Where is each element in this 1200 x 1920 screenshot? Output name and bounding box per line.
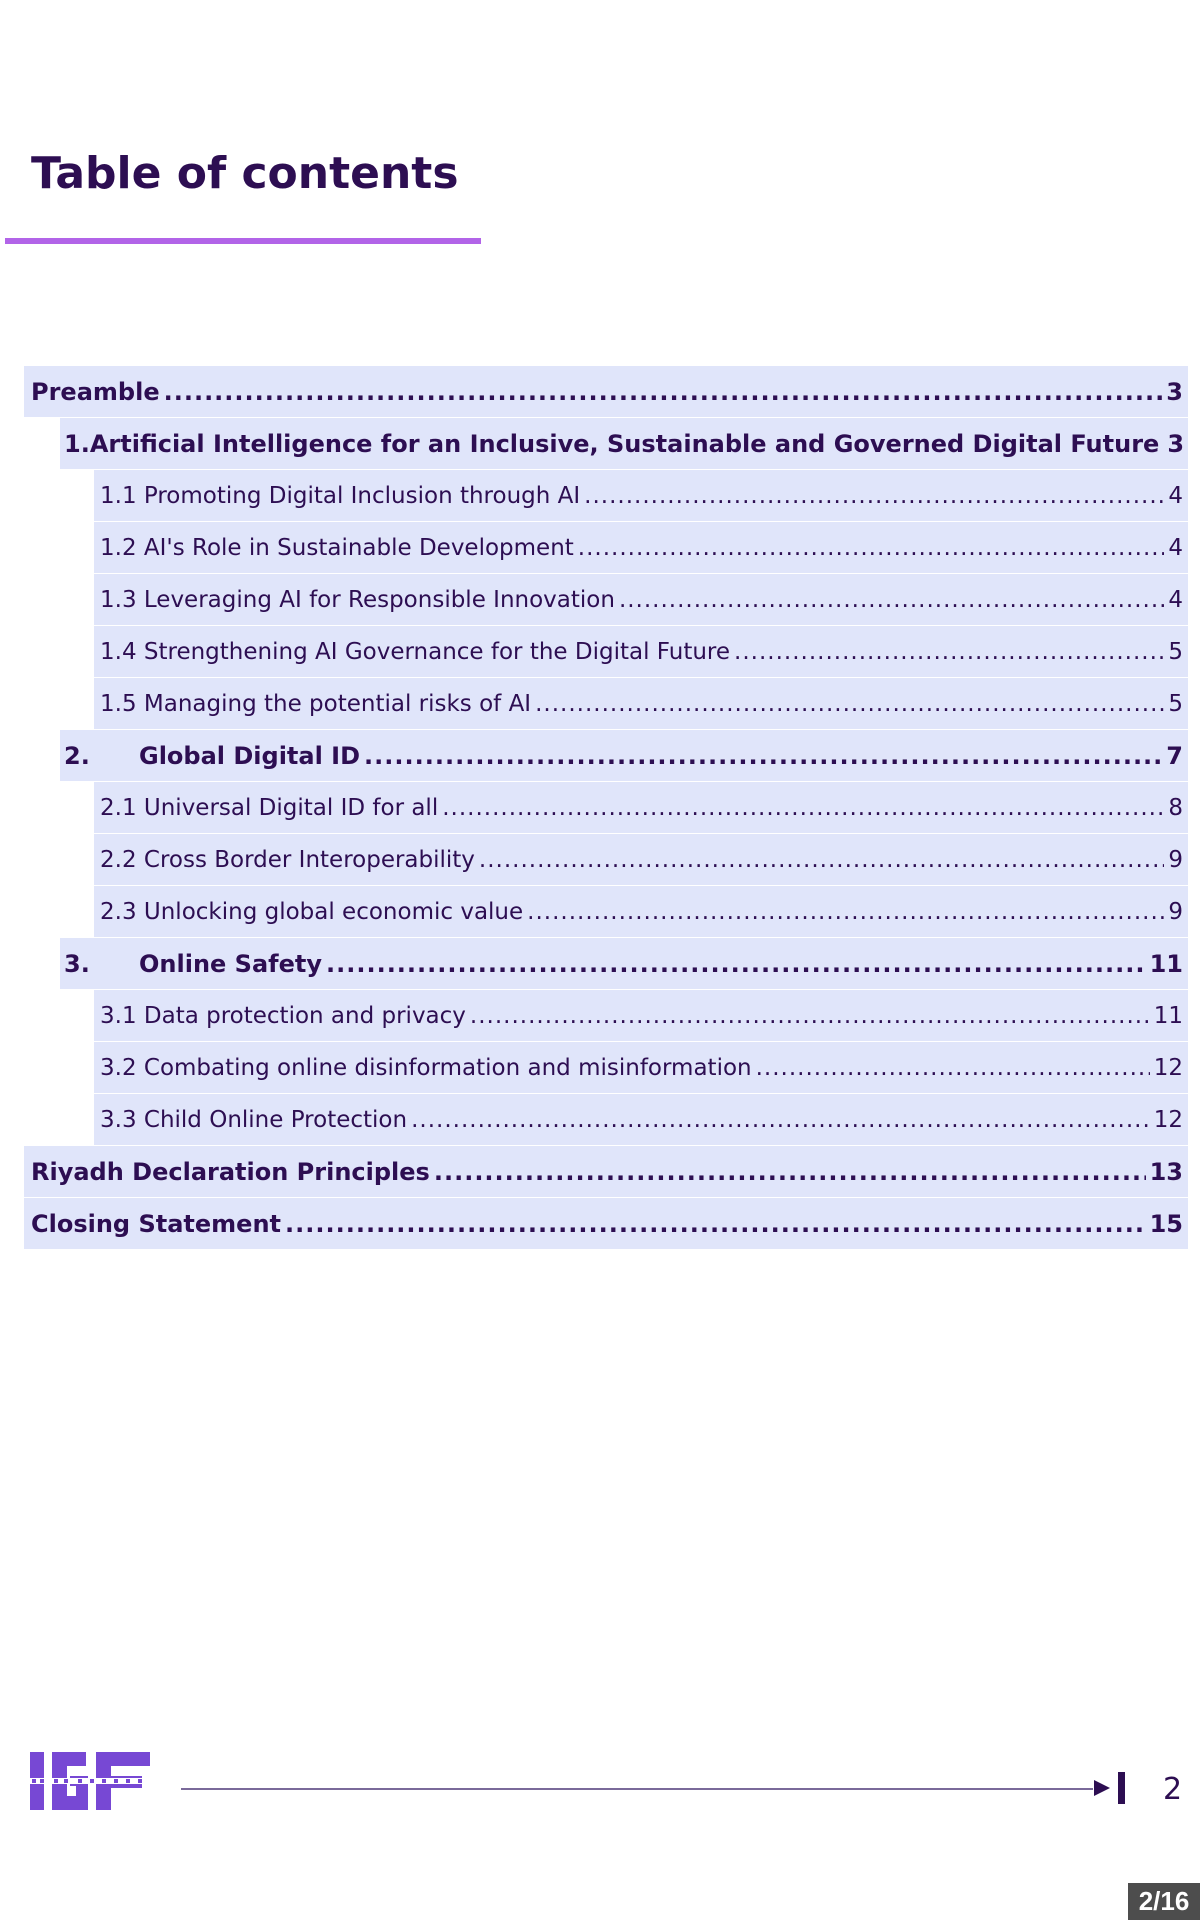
toc-entry-label: Preamble (31, 377, 160, 406)
toc-dot-leader (470, 1003, 1150, 1029)
toc-entry[interactable] (24, 678, 1188, 729)
toc-entry-label: 1.5 Managing the potential risks of AI (100, 690, 532, 717)
toc-dot-leader (756, 1055, 1150, 1081)
toc-dot-leader (434, 1158, 1146, 1186)
play-end-icon (1092, 1770, 1128, 1806)
toc-entry[interactable] (24, 1094, 1188, 1145)
toc-entry-page: 3 (1167, 429, 1185, 458)
toc-entry[interactable] (24, 522, 1188, 573)
toc-entry-page: 4 (1168, 482, 1183, 509)
toc-entry[interactable] (24, 1146, 1188, 1197)
toc-entry[interactable] (24, 990, 1188, 1041)
toc-entry-page: 15 (1149, 1209, 1183, 1238)
toc-dot-leader (535, 691, 1164, 717)
title-underline (5, 238, 481, 244)
toc-entry[interactable] (24, 886, 1188, 937)
toc-dot-leader (527, 899, 1164, 925)
toc-entry[interactable] (24, 1198, 1188, 1249)
toc-entry-page: 7 (1166, 741, 1183, 770)
page-title: Table of contents (31, 148, 459, 199)
toc-entry-page: 13 (1149, 1157, 1183, 1186)
toc-entry[interactable] (24, 834, 1188, 885)
toc-entry-label: Global Digital ID (139, 741, 361, 770)
toc-entry[interactable] (24, 574, 1188, 625)
footer-divider (181, 1788, 1093, 1790)
page-number: 2 (1163, 1772, 1183, 1807)
toc-entry[interactable] (24, 470, 1188, 521)
toc-dot-leader (578, 535, 1165, 561)
toc-dot-leader (479, 847, 1164, 873)
toc-entry-page: 3 (1166, 377, 1183, 406)
toc-entry[interactable] (24, 418, 1188, 469)
toc-dot-leader (584, 483, 1164, 509)
toc-entry[interactable] (24, 730, 1188, 781)
toc-dot-leader (326, 950, 1146, 978)
toc-entry-page: 9 (1168, 846, 1183, 873)
toc-dot-leader (442, 795, 1164, 821)
toc-entry[interactable] (24, 626, 1188, 677)
toc-entry-label: 3.2 Combating online disinformation and misinformation (100, 1054, 752, 1081)
toc-dot-leader (619, 587, 1164, 613)
toc-entry[interactable] (24, 1042, 1188, 1093)
toc-dot-leader (411, 1107, 1150, 1133)
toc-dot-leader (164, 378, 1163, 406)
toc-dot-leader (734, 639, 1164, 665)
toc-entry[interactable] (24, 782, 1188, 833)
toc-entry-number: 2. (64, 741, 90, 770)
toc-entry-label: Riyadh Declaration Principles (31, 1157, 430, 1186)
toc-entry-label: Artificial Intelligence for an Inclusive, Sustainable and Governed Digital Future (89, 429, 1160, 458)
toc-entry-page: 11 (1149, 949, 1183, 978)
toc-entry-page: 5 (1168, 638, 1183, 665)
toc-entry-number: 3. (64, 949, 90, 978)
toc-entry-page: 8 (1168, 794, 1183, 821)
toc-entry-label: 2.1 Universal Digital ID for all (100, 794, 439, 821)
igf-logo (30, 1750, 150, 1812)
toc-entry-page: 9 (1168, 898, 1183, 925)
toc-entry-page: 12 (1153, 1106, 1183, 1133)
toc-entry-page: 11 (1153, 1002, 1183, 1029)
toc-entry-label: Online Safety (139, 949, 322, 978)
toc-dot-leader (285, 1210, 1146, 1238)
toc-entry-label: 1.2 AI's Role in Sustainable Development (100, 534, 574, 561)
toc-entry[interactable] (24, 938, 1188, 989)
page-counter-badge: 2/16 (1128, 1883, 1200, 1920)
toc-entry-label: 2.3 Unlocking global economic value (100, 898, 524, 925)
toc-entry-label: 3.3 Child Online Protection (100, 1106, 408, 1133)
toc-entry-label: 1.4 Strengthening AI Governance for the Digital Future (100, 638, 731, 665)
toc-entry-page: 4 (1168, 586, 1183, 613)
toc-entry-label: Closing Statement (31, 1209, 282, 1238)
toc-entry-number: 1. (64, 429, 90, 458)
toc-entry-label: 1.3 Leveraging AI for Responsible Innovation (100, 586, 615, 613)
toc-entry-page: 5 (1168, 690, 1183, 717)
toc-dot-leader (364, 742, 1162, 770)
toc-entry-page: 4 (1168, 534, 1183, 561)
table-of-contents (24, 366, 1188, 1250)
toc-entry-page: 12 (1153, 1054, 1183, 1081)
toc-entry[interactable] (24, 366, 1188, 417)
toc-entry-label: 2.2 Cross Border Interoperability (100, 846, 475, 873)
toc-entry-label: 1.1 Promoting Digital Inclusion through AI (100, 482, 581, 509)
toc-entry-label: 3.1 Data protection and privacy (100, 1002, 466, 1029)
